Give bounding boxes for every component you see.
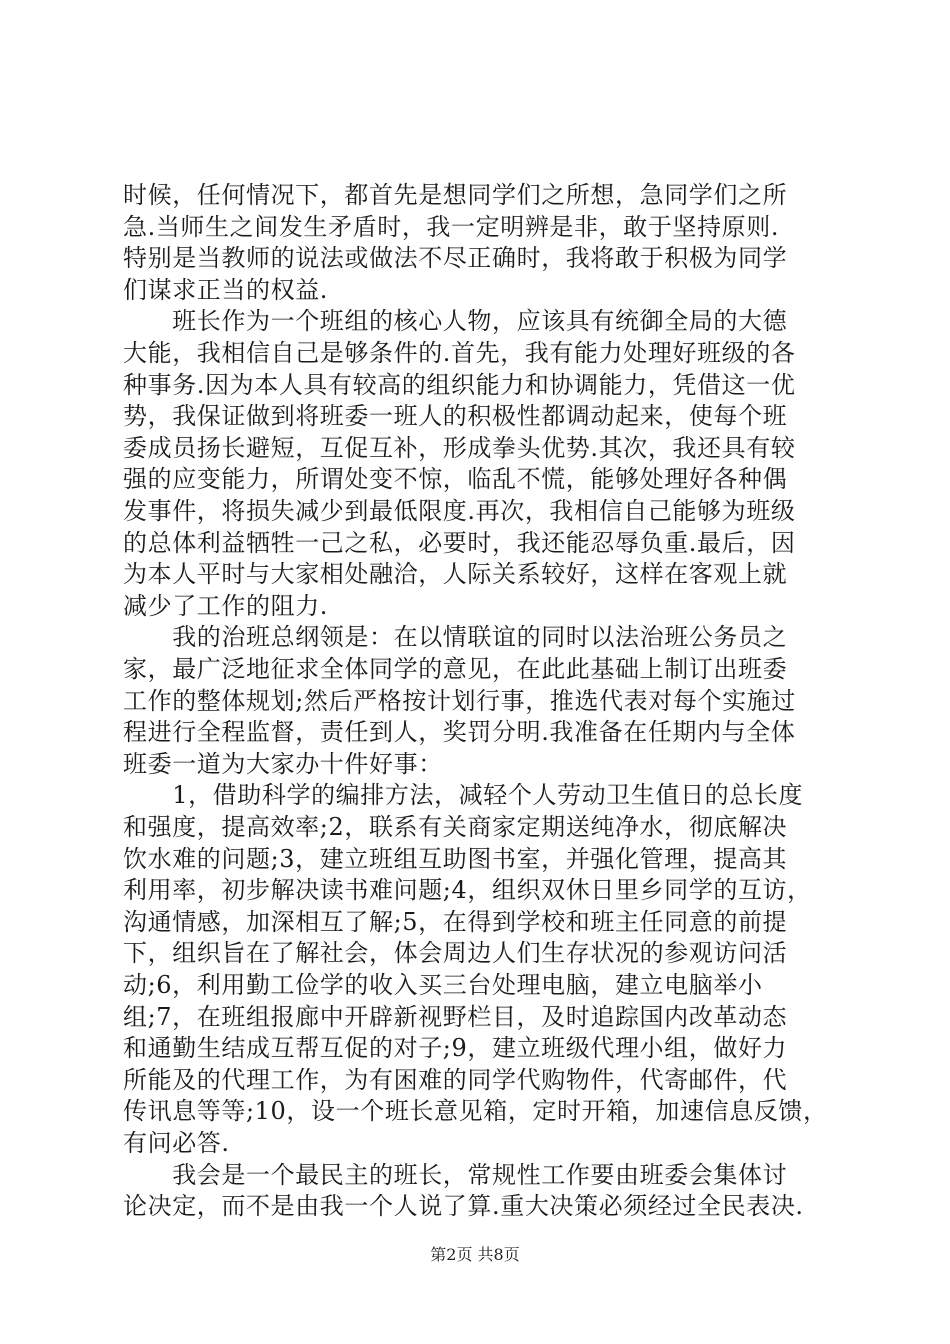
- text-line: 程进行全程监督，责任到人，奖罚分明.我准备在任期内与全体: [123, 718, 796, 747]
- text-line: 沟通情感，加深相互了解;5，在得到学校和班主任同意的前提: [123, 907, 788, 936]
- text-line: 种事务.因为本人具有较高的组织能力和协调能力，凭借这一优: [123, 370, 796, 399]
- page-footer: 第2页 共8页: [430, 1245, 520, 1264]
- text-line: 所能及的代理工作，为有困难的同学代购物件，代寄邮件，代: [123, 1065, 788, 1094]
- text-line: 特别是当教师的说法或做法不尽正确时，我将敢于积极为同学: [123, 244, 788, 273]
- text-line: 为本人平时与大家相处融洽，人际关系较好，这样在客观上就: [123, 560, 788, 589]
- text-line: 时候，任何情况下，都首先是想同学们之所想，急同学们之所: [123, 181, 788, 209]
- text-line: 势，我保证做到将班委一班人的积极性都调动起来，使每个班: [123, 402, 788, 431]
- text-line: 发事件，将损失减少到最低限度.再次，我相信自己能够为班级: [123, 497, 796, 525]
- text-line: 和通勤生结成互帮互促的对子;9，建立班级代理小组，做好力: [123, 1034, 788, 1063]
- text-line: 急.当师生之间发生矛盾时，我一定明辨是非，敢于坚持原则.: [123, 212, 780, 241]
- text-line: 动;6，利用勤工俭学的收入买三台处理电脑，建立电脑举小: [123, 971, 763, 999]
- paragraph-start-line: 我的治班总纲领是：在以情联谊的同时以法治班公务员之: [123, 623, 788, 652]
- text-line: 委成员扬长避短，互促互补，形成拳头优势.其次，我还具有较: [123, 433, 796, 462]
- text-line: 利用率，初步解决读书难问题;4，组织双休日里乡同学的互访，: [123, 876, 812, 905]
- paragraph-start-line: 1，借助科学的编排方法，减轻个人劳动卫生值日的总长度: [123, 781, 804, 810]
- text-line: 饮水难的问题;3，建立班组互助图书室，并强化管理，提高其: [123, 844, 788, 873]
- text-line: 强的应变能力，所谓处变不惊，临乱不慌，能够处理好各种偶: [123, 465, 788, 494]
- text-line: 工作的整体规划;然后严格按计划行事，推选代表对每个实施过: [123, 686, 796, 715]
- text-line: 减少了工作的阻力.: [123, 591, 329, 620]
- paragraph-start-line: 班长作为一个班组的核心人物，应该具有统御全局的大德: [123, 307, 788, 336]
- text-line: 组;7，在班组报廊中开辟新视野栏目，及时追踪国内改革动态: [123, 1002, 788, 1031]
- text-line: 们谋求正当的权益.: [123, 275, 329, 304]
- text-line: 和强度，提高效率;2，联系有关商家定期送纯净水，彻底解决: [123, 813, 788, 841]
- text-line: 班委一道为大家办十件好事：: [123, 749, 443, 778]
- text-line: 大能，我相信自己是够条件的.首先，我有能力处理好班级的各: [123, 339, 796, 367]
- paragraph-start-line: 我会是一个最民主的班长，常规性工作要由班委会集体讨: [123, 1160, 788, 1189]
- text-line: 下，组织旨在了解社会，体会周边人们生存状况的参观访问活: [123, 939, 788, 968]
- text-line: 论决定，而不是由我一个人说了算.重大决策必须经过全民表决.: [123, 1192, 804, 1221]
- text-line: 传讯息等等;10，设一个班长意见箱，定时开箱，加速信息反馈，: [123, 1097, 828, 1126]
- text-line: 的总体利益牺牲一己之私，必要时，我还能忍辱负重.最后，因: [123, 528, 796, 557]
- text-line: 有问必答.: [123, 1129, 230, 1157]
- text-line: 家，最广泛地征求全体同学的意见，在此此基础上制订出班委: [123, 655, 788, 683]
